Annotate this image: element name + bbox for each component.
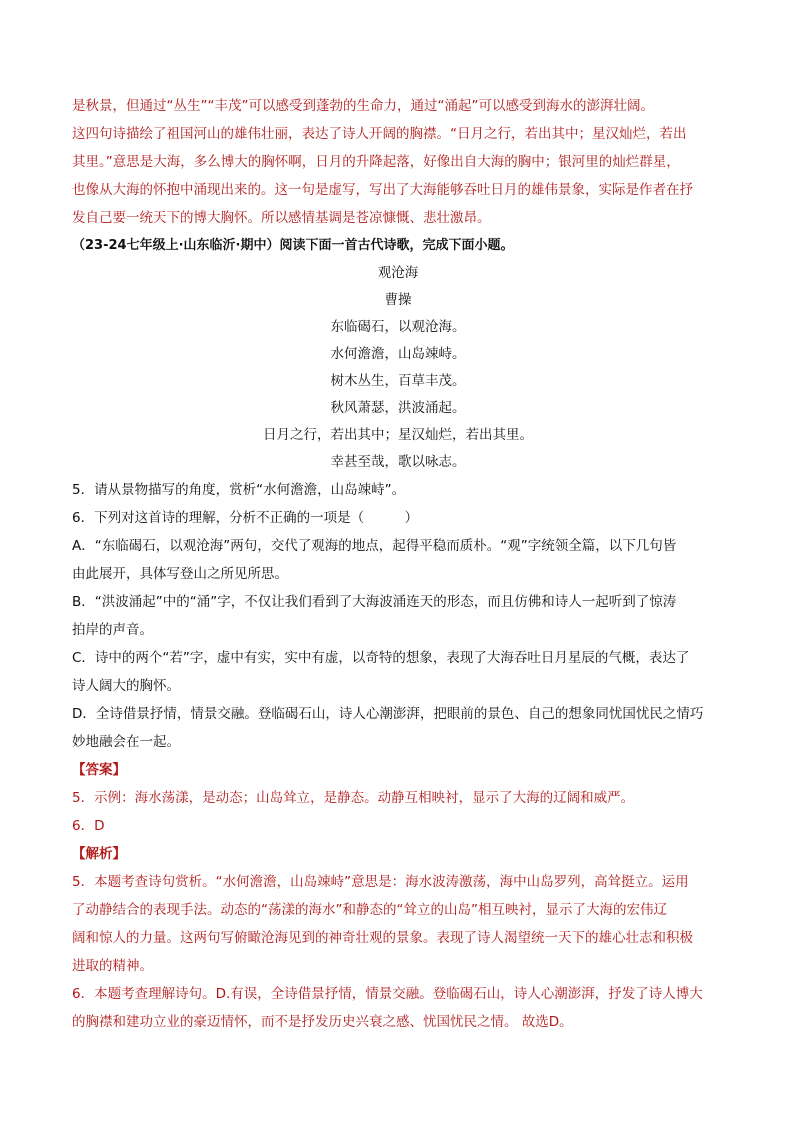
answer-section (72, 756, 724, 840)
poem (72, 260, 724, 476)
analysis-line: 阔和惊人的力量。这两句写俯瞰沧海见到的神奇壮观的景象。表现了诗人渴望统一天下的雄心壮志和积极 (72, 930, 693, 946)
analysis-line: 了动静结合的表现手法。动态的“荡漾的海水”和静态的“耸立的山岛”相互映衬，显示了大海的宏伟辽 (72, 902, 667, 918)
questions (72, 476, 724, 756)
option-line: 诗人阔大的胸怀。 (72, 678, 180, 694)
text-line: 这四句诗描绘了祖国河山的雄伟壮丽，表达了诗人开阔的胸襟。“日月之行，若出其中；星汉灿烂，若出 (72, 126, 687, 142)
option-line: 由此展开，具体写登山之所见所思。 (72, 566, 288, 582)
text-line: 其里。”意思是大海，多么博大的胸怀啊，日月的升降起落，好像出自大海的胸中；银河里的灿烂群星， (72, 154, 680, 170)
analysis-section (72, 840, 724, 1036)
analysis-line: 进取的精神。 (72, 958, 153, 974)
poem-line: 幸甚至哉，歌以咏志。 (330, 454, 466, 470)
question-5: 5．请从景物描写的角度，赏析“水何澹澹，山岛竦峙”。 (72, 482, 406, 498)
document-page (72, 92, 724, 1036)
option-b (72, 588, 724, 644)
text-line: 也像从大海的怀抱中涌现出来的。这一句是虚写，写出了大海能够吞吐日月的雄伟景象，实际是作者在抒 (72, 182, 693, 198)
poem-line: 树木丛生，百草丰茂。 (330, 373, 466, 389)
poem-line: 东临碣石，以观沧海。 (330, 319, 466, 335)
option-line: 妙地融会在一起。 (72, 734, 180, 750)
analysis-line: 6．本题考查理解诗句。D.有误，全诗借景抒情，情景交融。登临碣石山，诗人心潮澎湃，抒发了诗人博大 (72, 986, 703, 1002)
option-line: D．全诗借景抒情，情景交融。登临碣石山，诗人心潮澎湃，把眼前的景色、自己的想象同忧国忧民之情巧 (72, 706, 704, 722)
poem-line: 水何澹澹，山岛竦峙。 (330, 346, 466, 362)
analysis-line: 的胸襟和建功立业的豪迈情怀，而不是抒发历史兴衰之感、忧国忧民之情。 故选D。 (72, 1014, 573, 1030)
poem-line: 日月之行，若出其中；星汉灿烂，若出其里。 (263, 427, 533, 443)
analysis-line: 5．本题考查诗句赏析。“水何澹澹，山岛竦峙”意思是：海水波涛激荡，海中山岛罗列，高耸挺立。运用 (72, 874, 689, 890)
answer-line: 6．D (72, 818, 105, 834)
poem-author: 曹操 (384, 292, 412, 308)
option-a (72, 532, 724, 588)
question-source: （23-24七年级上·山东临沂·期中）阅读下面一首古代诗歌，完成下面小题。 (72, 238, 514, 253)
option-d (72, 700, 724, 756)
option-line: A．“东临碣石，以观沧海”两句，交代了观海的地点，起得平稳而质朴。“观”字统领全篇，以下几句皆 (72, 538, 677, 554)
poem-line: 秋风萧瑟，洪波涌起。 (330, 400, 466, 416)
text-line: 发自己要一统天下的博大胸怀。所以感情基调是苍凉慷慨、悲壮激昂。 (72, 210, 491, 226)
option-line: 拍岸的声音。 (72, 622, 153, 638)
intro-paragraph (72, 92, 724, 232)
answer-line: 5．示例：海水荡漾，是动态；山岛耸立，是静态。动静互相映衬，显示了大海的辽阔和威严。 (72, 790, 635, 806)
answer-label: 【答案】 (72, 762, 126, 778)
question-6: 6．下列对这首诗的理解，分析不正确的一项是（ ） (72, 510, 419, 526)
analysis-label: 【解析】 (72, 846, 126, 862)
option-line: B．“洪波涌起”中的“涌”字，不仅让我们看到了大海波涌连天的形态，而且仿佛和诗人一起听到了惊涛 (72, 594, 677, 610)
poem-title: 观沧海 (377, 265, 419, 281)
option-line: C．诗中的两个“若”字，虚中有实，实中有虚，以奇特的想象，表现了大海吞吐日月星辰的气概，表达了 (72, 650, 690, 666)
option-c (72, 644, 724, 700)
text-line: 是秋景，但通过“丛生”“丰茂”可以感受到蓬勃的生命力，通过“涌起”可以感受到海水的澎湃壮阔。 (72, 98, 654, 114)
